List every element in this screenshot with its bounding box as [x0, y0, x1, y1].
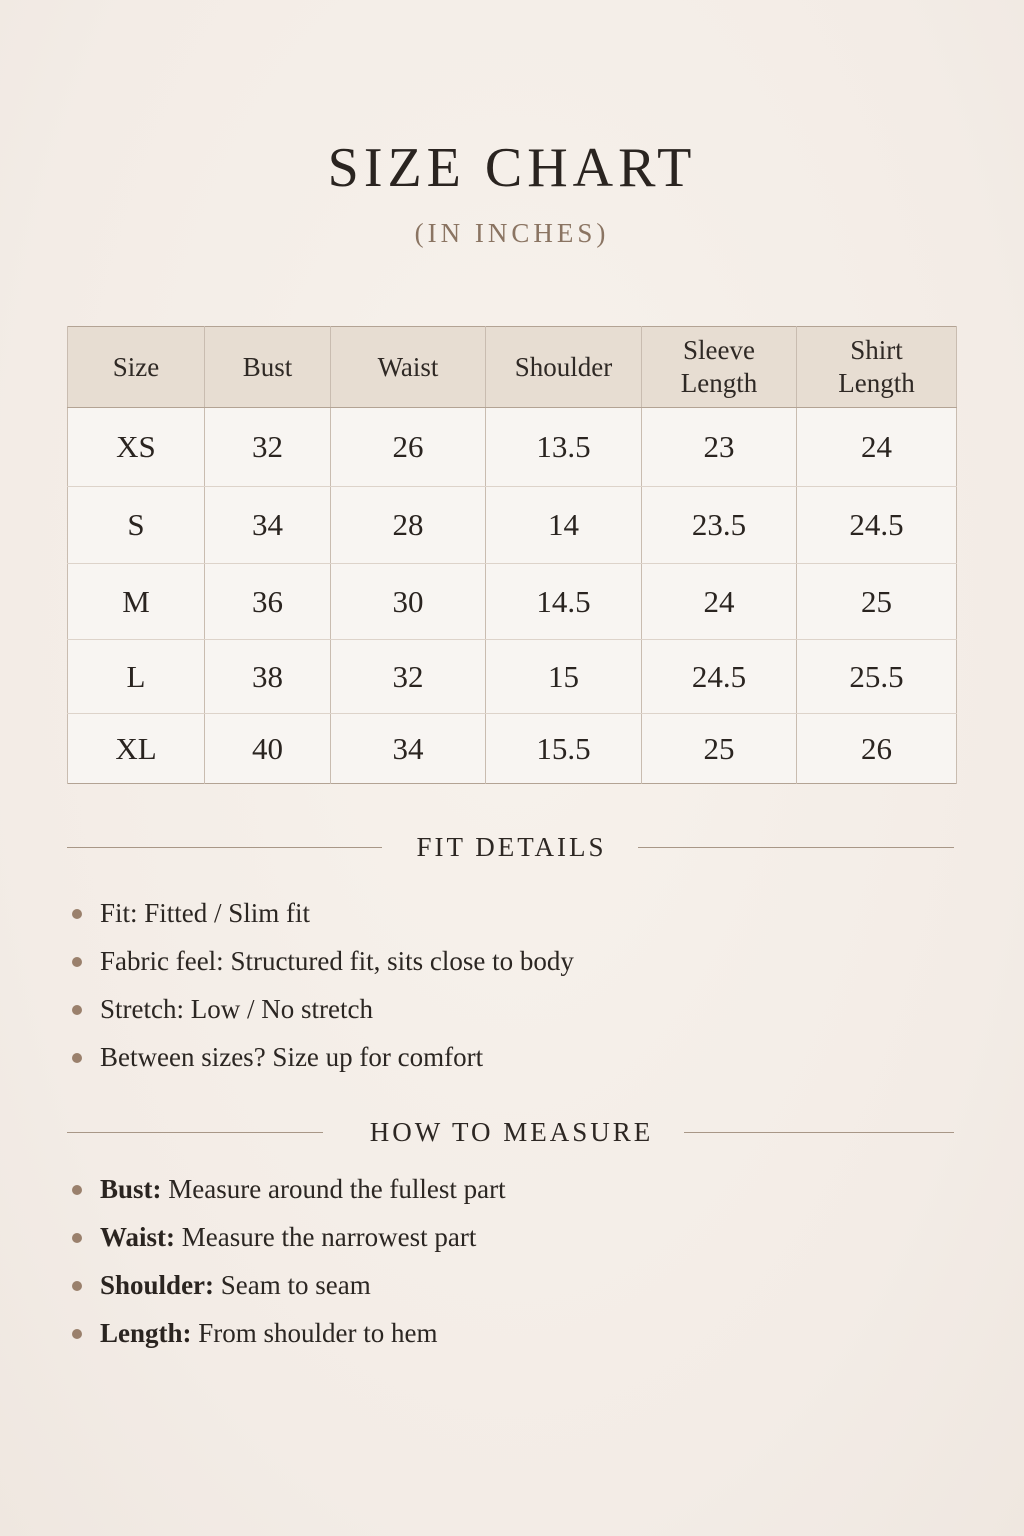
fit-details-list — [67, 896, 574, 1088]
cell-sleeve-length: 23.5 — [642, 487, 797, 564]
units-subtitle: (IN INCHES) — [414, 218, 610, 248]
header-waist: Waist — [331, 327, 486, 408]
table-row — [68, 487, 957, 564]
page-title: SIZE CHART — [327, 137, 697, 199]
cell-size: M — [68, 564, 205, 640]
bullet-dot-icon — [72, 1329, 82, 1339]
header-sleeve-length: Sleeve Length — [642, 327, 797, 408]
cell-shoulder: 15.5 — [486, 714, 642, 784]
cell-size: L — [68, 640, 205, 714]
cell-shirt-length: 26 — [797, 714, 957, 784]
table-row — [68, 408, 957, 487]
cell-size: XL — [68, 714, 205, 784]
cell-shoulder: 14.5 — [486, 564, 642, 640]
how-to-measure-list — [67, 1172, 506, 1364]
bullet-dot-icon — [72, 1233, 82, 1243]
bullet-dot-icon — [72, 1005, 82, 1015]
list-item: Between sizes? Size up for comfort — [67, 1040, 574, 1088]
table-row — [68, 640, 957, 714]
bullet-dot-icon — [72, 1185, 82, 1195]
table-header-row — [68, 327, 957, 408]
header-size: Size — [68, 327, 205, 408]
cell-shoulder: 14 — [486, 487, 642, 564]
cell-waist: 30 — [331, 564, 486, 640]
cell-shoulder: 15 — [486, 640, 642, 714]
cell-bust: 32 — [205, 408, 331, 487]
list-item: Waist: Measure the narrowest part — [67, 1220, 506, 1268]
cell-bust: 36 — [205, 564, 331, 640]
cell-shirt-length: 24 — [797, 408, 957, 487]
bullet-dot-icon — [72, 1281, 82, 1291]
header-bust: Bust — [205, 327, 331, 408]
cell-waist: 28 — [331, 487, 486, 564]
cell-shirt-length: 25 — [797, 564, 957, 640]
cell-sleeve-length: 24 — [642, 564, 797, 640]
list-item: Fit: Fitted / Slim fit — [67, 896, 574, 944]
cell-shirt-length: 24.5 — [797, 487, 957, 564]
bullet-dot-icon — [72, 1053, 82, 1063]
bullet-dot-icon — [72, 957, 82, 967]
cell-bust: 40 — [205, 714, 331, 784]
list-item: Length: From shoulder to hem — [67, 1316, 506, 1364]
list-item: Bust: Measure around the fullest part — [67, 1172, 506, 1220]
cell-bust: 34 — [205, 487, 331, 564]
how-to-measure-heading — [67, 1115, 956, 1149]
table-row — [68, 564, 957, 640]
divider-right — [638, 847, 954, 848]
divider-right — [684, 1132, 954, 1133]
bullet-dot-icon — [72, 909, 82, 919]
cell-waist: 26 — [331, 408, 486, 487]
fit-details-heading — [67, 830, 956, 864]
cell-waist: 32 — [331, 640, 486, 714]
cell-shirt-length: 25.5 — [797, 640, 957, 714]
cell-bust: 38 — [205, 640, 331, 714]
table-row — [68, 714, 957, 784]
header-shoulder: Shoulder — [486, 327, 642, 408]
list-item: Fabric feel: Structured fit, sits close to body — [67, 944, 574, 992]
header-shirt-length: Shirt Length — [797, 327, 957, 408]
fit-details-title: FIT DETAILS — [416, 832, 607, 862]
cell-shoulder: 13.5 — [486, 408, 642, 487]
size-table — [67, 326, 957, 784]
how-to-measure-title: HOW TO MEASURE — [369, 1117, 654, 1147]
cell-waist: 34 — [331, 714, 486, 784]
list-item: Stretch: Low / No stretch — [67, 992, 574, 1040]
cell-size: S — [68, 487, 205, 564]
cell-size: XS — [68, 408, 205, 487]
cell-sleeve-length: 25 — [642, 714, 797, 784]
list-item: Shoulder: Seam to seam — [67, 1268, 506, 1316]
cell-sleeve-length: 24.5 — [642, 640, 797, 714]
cell-sleeve-length: 23 — [642, 408, 797, 487]
